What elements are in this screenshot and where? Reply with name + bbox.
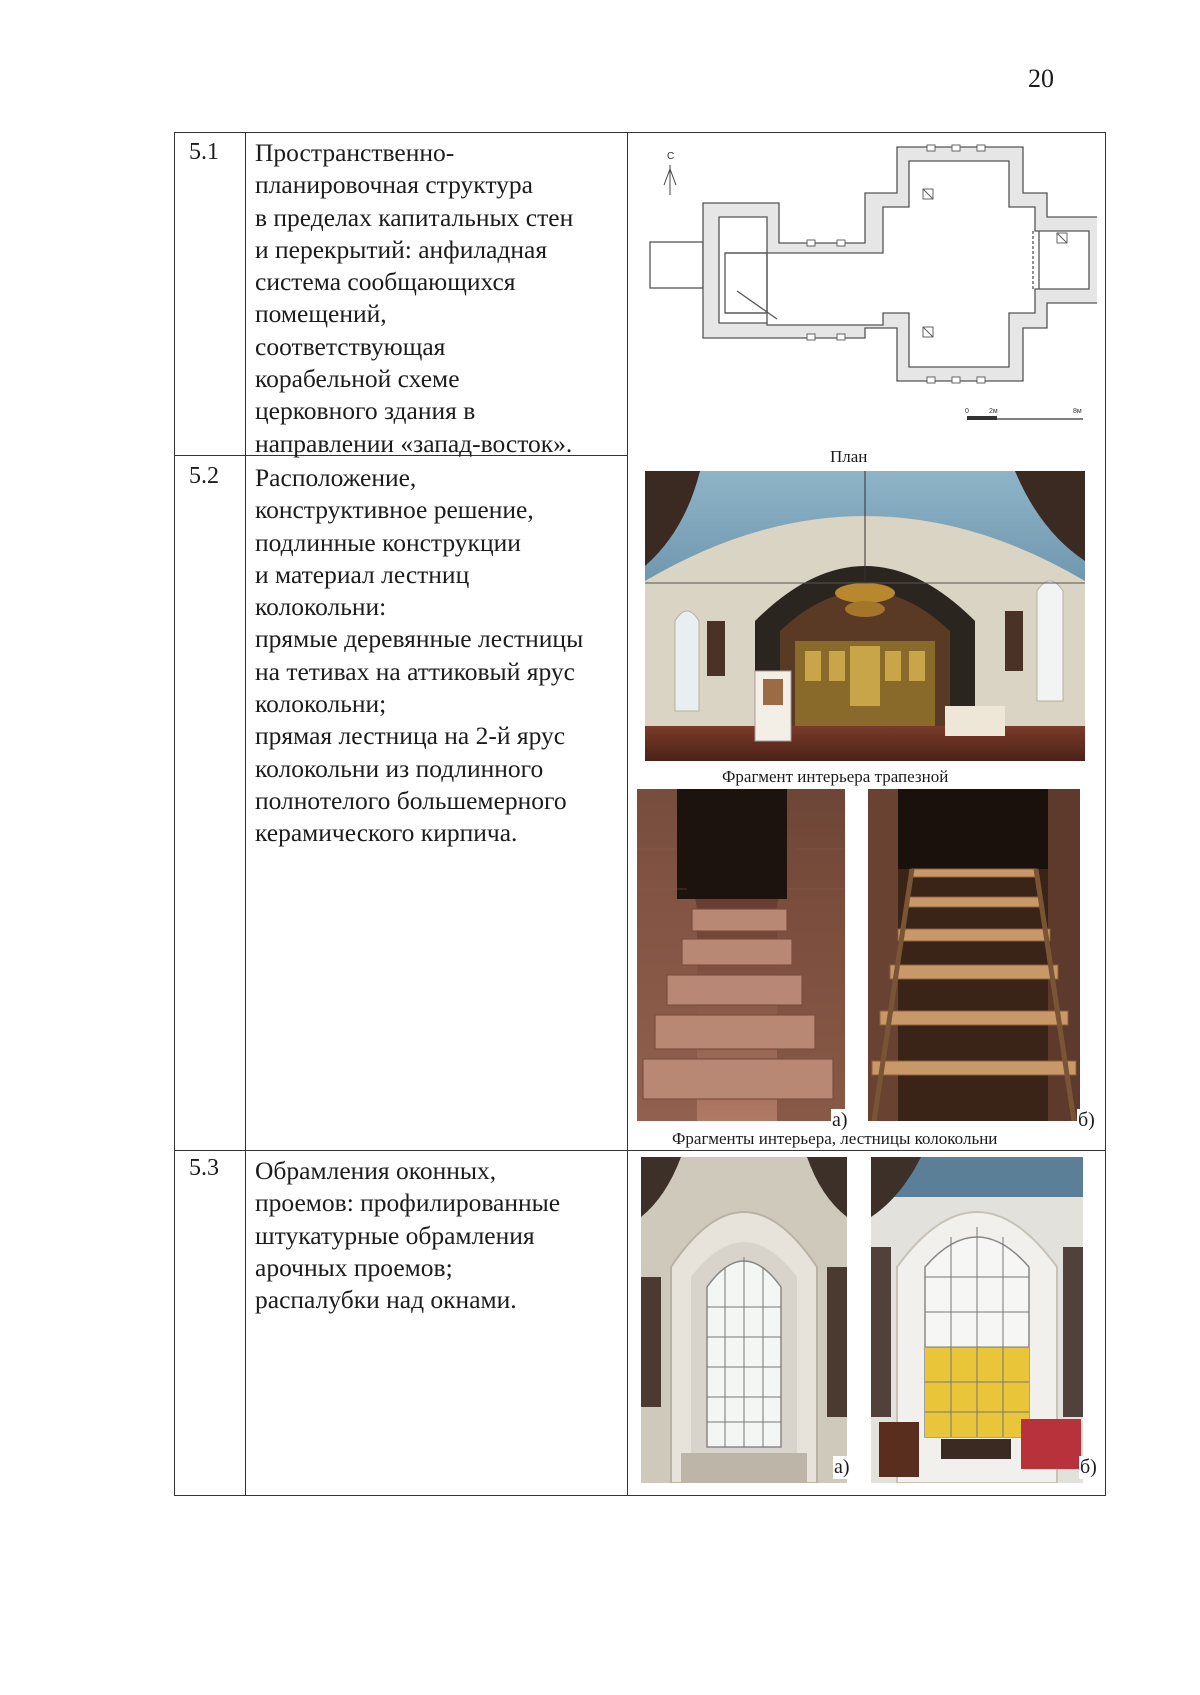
column-divider-number bbox=[245, 133, 246, 1495]
window-photo-a bbox=[641, 1157, 847, 1483]
stairs-caption: Фрагменты интерьера, лестницы колокольни bbox=[672, 1129, 998, 1148]
refectory-interior-photo bbox=[645, 471, 1085, 761]
plan-walls bbox=[650, 147, 1097, 381]
stairs-label-b: б) bbox=[1078, 1109, 1095, 1131]
row-description-5-1: Пространственно- планировочная структура в пределах капитальных стен и перекрытий: анфиладная система сообщающихся помещений, соответствующая корабельной схеме церковного здания в направлении «запад-восток». bbox=[255, 138, 574, 458]
row-divider-2 bbox=[175, 1150, 1105, 1151]
window-label-a: а) bbox=[834, 1456, 850, 1478]
page-number: 20 bbox=[1028, 64, 1054, 93]
north-label: С bbox=[667, 151, 675, 162]
scale-label-2m: 2м bbox=[989, 408, 998, 415]
stairs-photo-a bbox=[637, 789, 845, 1121]
scale-bar bbox=[965, 408, 1083, 420]
scale-label-0: 0 bbox=[965, 408, 969, 415]
row-description-5-2: Расположение, конструктивное решение, подлинные конструкции и материал лестниц колокольни: прямые деревянные лестницы на тетивах на аттиковый ярус колокольни; прямая лестница на 2-й ярус колокольни из подлинного полнотелого большемерного керамического кирпича. bbox=[255, 463, 584, 848]
row-number-5-2: 5.2 bbox=[189, 463, 219, 489]
plan-caption: План bbox=[830, 447, 868, 466]
description-table bbox=[174, 132, 1106, 1496]
refectory-caption: Фрагмент интерьера трапезной bbox=[722, 767, 949, 786]
row-description-5-3: Обрамления оконных, проемов: профилированные штукатурные обрамления арочных проемов; распалубки над окнами. bbox=[255, 1156, 561, 1315]
scale-label-8m: 8м bbox=[1073, 408, 1082, 415]
window-label-b: б) bbox=[1080, 1456, 1097, 1478]
north-arrow-icon bbox=[664, 165, 676, 195]
row-number-5-1: 5.1 bbox=[189, 139, 219, 165]
stairs-label-a: а) bbox=[832, 1109, 848, 1131]
column-divider-images bbox=[627, 133, 628, 1495]
floor-plan bbox=[637, 135, 1097, 435]
window-photo-b bbox=[871, 1157, 1083, 1483]
row-number-5-3: 5.3 bbox=[189, 1155, 219, 1181]
stairs-photo-b bbox=[868, 789, 1080, 1121]
